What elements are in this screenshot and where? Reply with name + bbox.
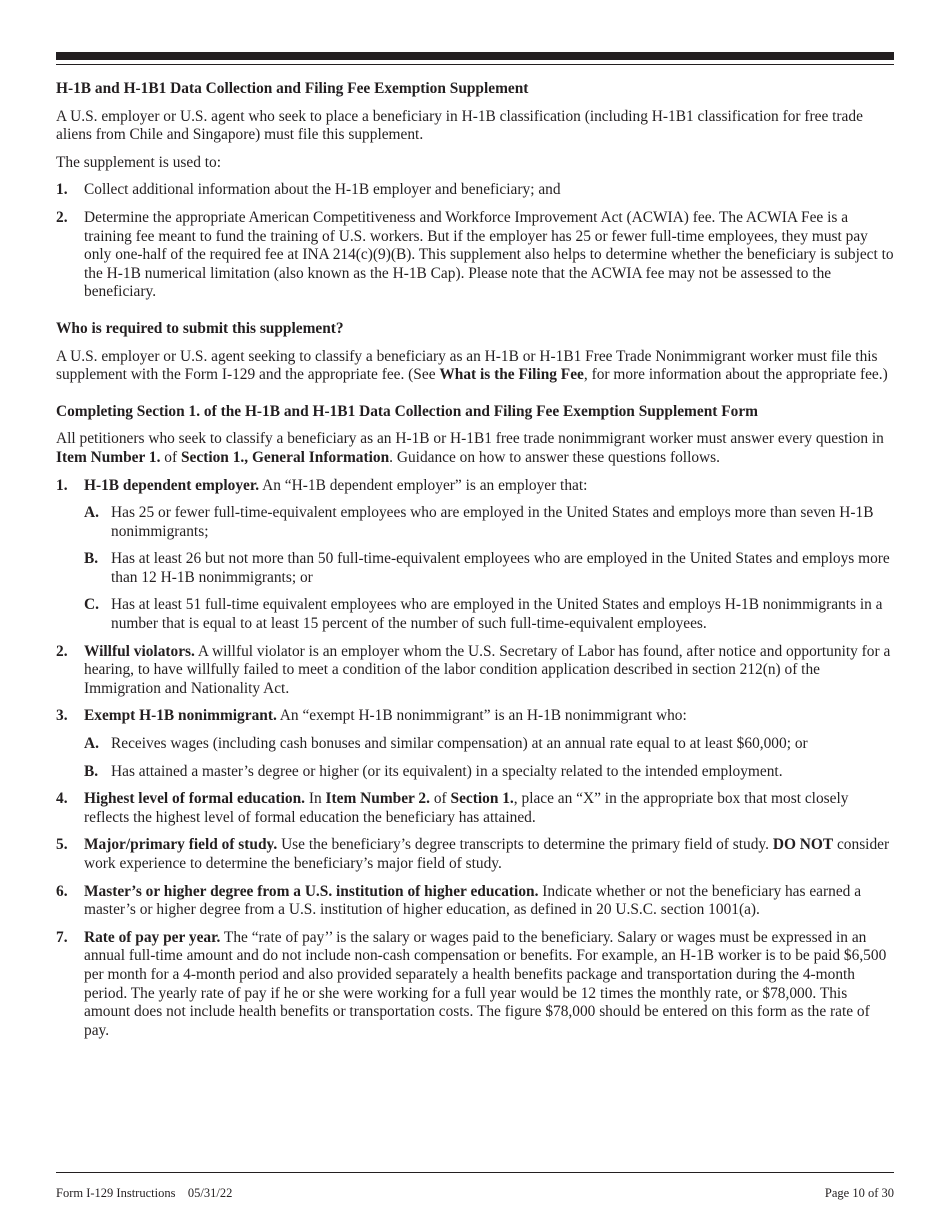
- list-item-willful-violators: 2. Willful violators. A willful violator is an employer whom the U.S. Secretary of Labor has found, after notice and opportunity for a hearing, to have willfully failed to meet a condition of the labor condition application described in section 212(n) of the Immigration and Nationality Act.: [56, 642, 891, 697]
- footer-rule: [56, 1172, 894, 1173]
- item-number: 3.: [56, 707, 68, 725]
- section-title-supplement: H-1B and H-1B1 Data Collection and Filing Fee Exemption Supplement: [56, 80, 529, 97]
- item-text: Determine the appropriate American Competitiveness and Workforce Improvement Act (ACWIA) fee. The ACWIA Fee is a training fee meant to fund the training of U.S. workers. But if the employer has 25 or fewer full-time employees, they must pay only one-half of the required fee at INA 214(c)(9)(B). This supplement also helps to determine whether the beneficiary is subject to the H-1B numerical limitation (also known as the H-1B Cap). Please note that the ACWIA fee may not be assessed to the beneficiary.: [84, 208, 894, 301]
- completing-intro: All petitioners who seek to classify a beneficiary as an H-1B or H-1B1 free trade nonimmigrant worker must answer every question in Item Number 1. of Section 1., General Information. Guidance on how to answer these questions follows.: [56, 430, 884, 466]
- list-item-dependent-employer: 1. H-1B dependent employer. An “H-1B dependent employer” is an employer that: A. Has 25 or fewer full-time-equivalent employees who are employed in the United States and employs more than seven H-1B nonimmigrants; B. Has at least 26 but not more than 50 full-time-equivalent employees who are employed in the United States and employs more than 12 H-1B nonimmigrants; or C. Has at least 51 full-time equivalent employees who are employed in the United States and employs H-1B nonimmigrants in a number that is equal to at least 15 percent of the number of such full-time-equivalent employees.: [56, 477, 896, 634]
- item-number: 2.: [56, 208, 68, 226]
- item-number: 2.: [56, 642, 68, 660]
- footer-form-id: Form I-129 Instructions 05/31/22: [56, 1186, 233, 1200]
- item-number: 4.: [56, 790, 68, 808]
- list-item: [56, 209, 896, 302]
- sub-item: B. Has attained a master’s degree or higher (or its equivalent) in a specialty related to the intended employment.: [84, 762, 783, 780]
- page-content: [56, 80, 896, 1049]
- list-item: [56, 181, 896, 200]
- section-title-who-required: Who is required to submit this supplement?: [56, 319, 344, 337]
- item-number: 6.: [56, 882, 68, 900]
- item-text: Collect additional information about the H-1B employer and beneficiary; and: [84, 181, 561, 199]
- sub-item: A. Has 25 or fewer full-time-equivalent employees who are employed in the United States and employs more than seven H-1B nonimmigrants;: [84, 504, 874, 540]
- sub-item: C. Has at least 51 full-time equivalent employees who are employed in the United States and employs H-1B nonimmigrants in a number that is equal to at least 15 percent of the number of such full-time-equivalent employees.: [84, 596, 883, 633]
- supplement-intro: A U.S. employer or U.S. agent who seek to place a beneficiary in H-1B classification (including H-1B1 classification for free trade aliens from Chile and Singapore) must file this supplement.: [56, 107, 863, 144]
- item-number: 5.: [56, 836, 68, 854]
- section-title-completing: Completing Section 1. of the H-1B and H-1B1 Data Collection and Filing Fee Exemption Supplement Form: [56, 402, 758, 420]
- sub-item: B. Has at least 26 but not more than 50 full-time-equivalent employees who are employed in the United States and employs more than 12 H-1B nonimmigrants; or: [84, 550, 890, 586]
- item-number: 1.: [56, 181, 68, 199]
- header-rule-thin: [56, 64, 894, 65]
- item-number: 1.: [56, 476, 68, 494]
- sub-item: A. Receives wages (including cash bonuses and similar compensation) at an annual rate equal to at least $60,000; or: [84, 735, 808, 753]
- item-number: 7.: [56, 928, 68, 946]
- list-item-education: 4. Highest level of formal education. In Item Number 2. of Section 1., place an “X” in the appropriate box that most closely reflects the highest level of formal education the beneficiary has attained.: [56, 790, 849, 826]
- who-required-text: A U.S. employer or U.S. agent seeking to classify a beneficiary as an H-1B or H-1B1 Free Trade Nonimmigrant worker must file this supplement with the Form I-129 and the appropriate fee. (See What is the Filing Fee, for more information about the appropriate fee.): [56, 347, 888, 384]
- list-item-exempt-nonimmigrant: 3. Exempt H-1B nonimmigrant. An “exempt H-1B nonimmigrant” is an H-1B nonimmigrant who: A. Receives wages (including cash bonuses and similar compensation) at an annual rate equal to at least $60,000; or B. Has attained a master’s degree or higher (or its equivalent) in a specialty related to the intended employment.: [56, 707, 896, 781]
- header-rule-thick: [56, 52, 894, 60]
- footer-page-number: Page 10 of 30: [824, 1186, 894, 1200]
- supplement-used-to: The supplement is used to:: [56, 153, 221, 171]
- list-item-rate-of-pay: 7. Rate of pay per year. The “rate of pay’’ is the salary or wages paid to the beneficiary. Salary or wages must be expressed in an annual full-time amount and do not include non-cash compensation or benefits. For example, an H-1B worker is to be paid $6,500 per month for a 4-month period and also provided separately a health benefits package and transportation during the 4-month period. The yearly rate of pay if he or she were working for a full year would be 12 times the monthly rate, or $78,000. This amount does not include health benefits or transportation costs. The figure $78,000 should be entered on this form as the rate of pay.: [56, 928, 887, 1039]
- list-item-masters-degree: 6. Master’s or higher degree from a U.S. institution of higher education. Indicate whether or not the beneficiary has earned a master’s or higher degree from a U.S. institution of higher education, as defined in 20 U.S.C. section 1001(a).: [56, 882, 862, 919]
- page-footer: [56, 1186, 894, 1201]
- list-item-field-of-study: 5. Major/primary field of study. Use the beneficiary’s degree transcripts to determine the primary field of study. DO NOT consider work experience to determine the beneficiary’s major field of study.: [56, 836, 890, 872]
